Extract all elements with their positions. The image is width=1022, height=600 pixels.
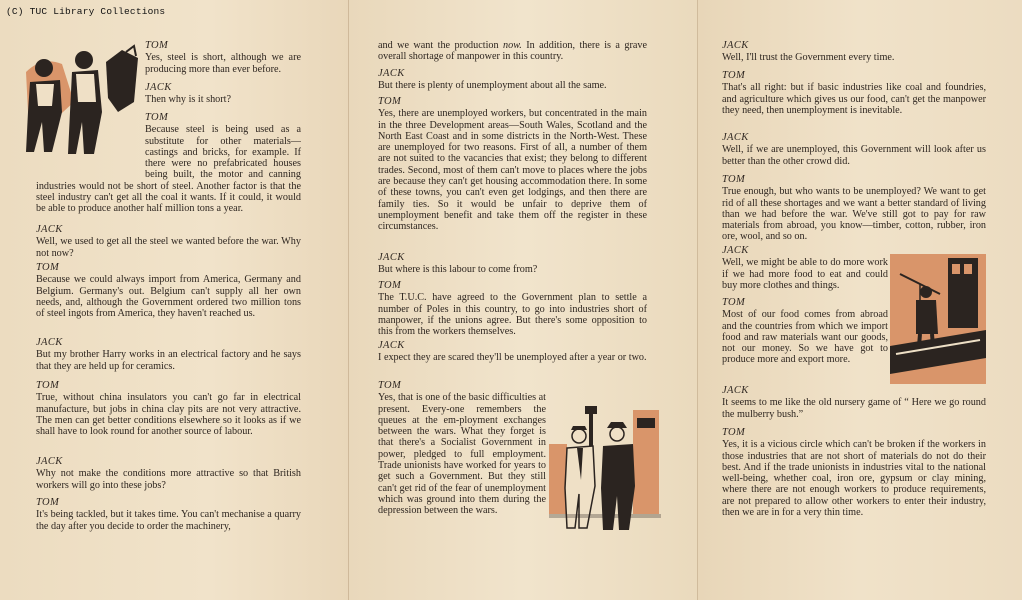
speaker-name: TOM [145, 40, 169, 51]
speaker-name: TOM [36, 262, 60, 273]
dialogue-entry [378, 68, 647, 92]
speaker-name: JACK [722, 385, 749, 396]
speaker-name: JACK [36, 456, 63, 467]
dialogue-text: But there is plenty of unemployment about all the same. [378, 80, 607, 92]
dialogue-text: Because steel is being used as a substitute for other materials—castings and bricks, for example. If there were no prefabricated houses being built, the motor and canning industries would not be short of steel. Another factor is that the steel industry can't get all the coal it wants. If it could, it would be able to produce another half million tons a year. [36, 124, 301, 215]
speaker-name: TOM [722, 297, 746, 308]
dialogue-text: Yes, there are unemployed workers, but concentrated in the main in the three Development areas—South Wales, Scotland and the North East Coast and in some districts in the North-West. These are unemployed for two reasons. First of all, a number of them are not suited to the vacancies that exist; they belong to different trades. Second, most of them can't move to places where the jobs are because they can't get housing accommodation there. In some of these towns, you can't even get lodgings, and then there are family ties. So it would be unfair to deprive them of unemployment benefit and take them off the register in these circumstances. [378, 108, 647, 233]
dialogue-text: That's all right: but if basic industries like coal and foundries, and agriculture which gives us our food, can't get the manpower they need, then unemployment is inevitable. [722, 82, 986, 116]
dialogue-text: It's being tackled, but it takes time. You can't mechanise a quarry the day after you decide to order the machinery, [36, 509, 301, 532]
dialogue-entry [36, 337, 301, 372]
copyright-watermark: (C) TUC Library Collections [6, 6, 166, 17]
dialogue-entry [378, 40, 647, 63]
speaker-name: TOM [378, 96, 402, 107]
leaflet-page-1 [0, 0, 349, 600]
dialogue-text: It seems to me like the old nursery game of “ Here we go round the mulberry bush.” [722, 397, 986, 420]
dialogue-entry [378, 252, 647, 276]
speaker-name: TOM [36, 380, 60, 391]
dialogue-text: Well, we used to get all the steel we wanted before the war. Why not now? [36, 236, 301, 259]
dialogue-entry [722, 427, 986, 518]
speaker-name: TOM [722, 174, 746, 185]
speaker-name: JACK [722, 132, 749, 143]
dialogue-text: Because we could always import from America, Germany and Belgium. Germany's out. Belgium can't supply all her own needs, and, although the Government ordered two million tons of steel ingots from America, they haven't reached us. [36, 274, 301, 320]
dialogue-entry [378, 96, 647, 233]
speaker-name: JACK [722, 245, 749, 256]
dialogue-entry [36, 262, 301, 319]
dialogue-entry [722, 70, 986, 116]
speaker-name: JACK [36, 337, 63, 348]
dialogue-text: Well, we might be able to do more work if we had more food to eat and could buy more clothes and things. [722, 257, 888, 291]
dialogue-entry [378, 340, 647, 364]
dialogue-entry [36, 380, 301, 437]
dialogue-entry [36, 112, 301, 215]
dialogue-text: Well, I'll trust the Government every time. [722, 52, 895, 64]
dialogue-entry [378, 280, 647, 337]
dialogue-entry [145, 82, 301, 106]
speaker-name: TOM [378, 280, 402, 291]
dialogue-entry [36, 497, 301, 532]
dialogue-text: But where is this labour to come from? [378, 264, 538, 276]
leaflet-page-3 [698, 0, 1022, 600]
dialogue-text: Why not make the conditions more attractive so that British workers will go into these jobs? [36, 468, 301, 491]
dialogue-text: Most of our food comes from abroad and the countries from which we import food and raw materials want our goods, not our money. So we have got to produce more and export more. [722, 309, 888, 366]
dialogue-entry [722, 385, 986, 420]
dialogue-text: True enough, but who wants to be unemployed? We want to get rid of all these shortages and we want a better standard of living than we had before the war. We've still got to pay for raw materials from abroad, you know—timber, cotton, rubber, iron ore, wool, and so on. [722, 186, 986, 243]
dialogue-text: Yes, it is a vicious circle which can't be broken if the workers in those industries that are not short of materials do not do their best. And if the trade unionists in industries vital to the national well-being, whether coal, iron ore, gypsum or clay mining, where there are not enough workers to produce requirements, are not prepared to allow other workers to enter their industry, then we are in for a very thin time. [722, 439, 986, 519]
speaker-name: JACK [36, 224, 63, 235]
men-in-street-illustration [549, 404, 661, 532]
dialogue-text: Then why is it short? [145, 94, 232, 106]
dialogue-text: Yes, steel is short, although we are producing more than ever before. [145, 52, 301, 75]
dialogue-text: The T.U.C. have agreed to the Government plan to settle a number of Poles in this country, to go into industries short of manpower, if the unions agree. But there's some opposition to this from the workers themselves. [378, 292, 647, 338]
speaker-name: JACK [145, 82, 172, 93]
speaker-name: JACK [378, 340, 405, 351]
speaker-name: JACK [378, 68, 405, 79]
dialogue-text: I expect they are scared they'll be unemployed after a year or two. [378, 352, 647, 364]
dialogue-text: True, without china insulators you can't go far in electrical manufacture, but jobs in china clay pits are not very attractive. The men can get better conditions elsewhere so it looks as if we shall have to look round for another source of labour. [36, 392, 301, 438]
dialogue-text: Yes, that is one of the basic difficulties at present. Every-one remembers the queues at the em-ployment exchanges between the wars. What they forget is that there's a Socialist Government in power, pledged to full employment. Trade unionists have worked for years to get such a Government. But they still can't get rid of the fear of unemployment which was ground into them during the depression between the wars. [378, 392, 546, 517]
dialogue-entry [722, 245, 888, 291]
dialogue-entry [722, 40, 986, 64]
dialogue-entry [36, 224, 301, 259]
dialogue-text: Well, if we are unemployed, this Government will look after us better than the other crowd did. [722, 144, 986, 167]
speaker-name: TOM [145, 112, 169, 123]
speaker-name: TOM [722, 70, 746, 81]
speaker-name: JACK [722, 40, 749, 51]
dialogue-entry [722, 132, 986, 167]
dialogue-entry [722, 174, 986, 243]
dialogue-entry [36, 456, 301, 491]
dialogue-text: and we want the production now. In addition, there is a grave overall shortage of manpower in this country. [378, 40, 647, 63]
speaker-name: TOM [722, 427, 746, 438]
speaker-name: TOM [378, 380, 402, 391]
leaflet-page-2 [349, 0, 698, 600]
dialogue-entry [722, 297, 888, 366]
dialogue-entry [378, 380, 546, 517]
dialogue-text: But my brother Harry works in an electrical factory and he says that they are held up for ceramics. [36, 349, 301, 372]
speaker-name: TOM [36, 497, 60, 508]
dockside-illustration [890, 254, 986, 384]
dialogue-entry [145, 40, 301, 75]
speaker-name: JACK [378, 252, 405, 263]
